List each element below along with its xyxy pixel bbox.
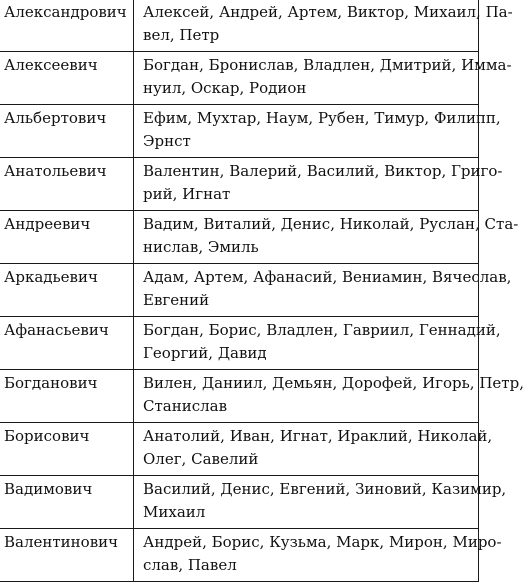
given-names-line: слав, Павел	[143, 556, 237, 574]
given-names-cell	[134, 317, 501, 370]
patronymic-cell: Аркадьевич	[0, 264, 134, 317]
table-row	[0, 476, 479, 529]
table-row	[0, 211, 479, 264]
given-names-line: Василий, Денис, Евгений, Зиновий, Казимир,	[143, 480, 507, 498]
given-names-cell	[134, 52, 512, 105]
given-names-line: Богдан, Борис, Владлен, Гавриил, Геннадий,	[143, 321, 501, 339]
given-names-line: Алексей, Андрей, Артем, Виктор, Михаил, Па-	[143, 3, 513, 21]
table-row	[0, 370, 479, 423]
given-names-cell	[134, 158, 503, 211]
given-names-cell	[134, 370, 524, 423]
given-names-line: Андрей, Борис, Кузьма, Марк, Мирон, Миро-	[143, 533, 502, 551]
given-names-line: Адам, Артем, Афанасий, Вениамин, Вячеслав,	[143, 268, 512, 286]
given-names-line: Вадим, Виталий, Денис, Николай, Руслан, Ста-	[143, 215, 519, 233]
patronymic-cell: Анатольевич	[0, 158, 134, 211]
given-names-line: Валентин, Валерий, Василий, Виктор, Григо-	[143, 162, 503, 180]
given-names-line: Евгений	[143, 291, 210, 309]
table-row	[0, 529, 479, 582]
table-row	[0, 52, 479, 105]
patronymic-cell: Алексеевич	[0, 52, 134, 105]
table-row	[0, 423, 479, 476]
given-names-cell	[134, 423, 493, 476]
given-names-cell	[134, 529, 502, 582]
table-row	[0, 0, 479, 52]
patronymic-cell: Андреевич	[0, 211, 134, 264]
given-names-line: рий, Игнат	[143, 185, 231, 203]
patronymic-cell: Богданович	[0, 370, 134, 423]
given-names-cell	[134, 0, 513, 52]
given-names-line: Вилен, Даниил, Демьян, Дорофей, Игорь, Петр,	[143, 374, 524, 392]
given-names-cell	[134, 105, 501, 158]
given-names-cell	[134, 476, 507, 529]
given-names-line: вел, Петр	[143, 26, 220, 44]
patronymic-cell: Валентинович	[0, 529, 134, 582]
table-row	[0, 158, 479, 211]
given-names-line: Георгий, Давид	[143, 344, 267, 362]
given-names-line: Станислав	[143, 397, 228, 415]
given-names-line: Ефим, Мухтар, Наум, Рубен, Тимур, Филипп,	[143, 109, 501, 127]
patronymic-cell: Вадимович	[0, 476, 134, 529]
given-names-line: Богдан, Бронислав, Владлен, Дмитрий, Имма-	[143, 56, 512, 74]
patronymic-cell: Афанасьевич	[0, 317, 134, 370]
given-names-line: Эрнст	[143, 132, 191, 150]
given-names-line: нислав, Эмиль	[143, 238, 259, 256]
given-names-line: нуил, Оскар, Родион	[143, 79, 307, 97]
table-row	[0, 264, 479, 317]
given-names-cell	[134, 211, 519, 264]
given-names-line: Анатолий, Иван, Игнат, Ираклий, Николай,	[143, 427, 493, 445]
given-names-line: Олег, Савелий	[143, 450, 259, 468]
table-row	[0, 317, 479, 370]
patronymic-cell: Борисович	[0, 423, 134, 476]
given-names-cell	[134, 264, 512, 317]
table-row	[0, 105, 479, 158]
patronymic-cell: Альбертович	[0, 105, 134, 158]
patronymic-cell: Александрович	[0, 0, 134, 52]
given-names-line: Михаил	[143, 503, 206, 521]
